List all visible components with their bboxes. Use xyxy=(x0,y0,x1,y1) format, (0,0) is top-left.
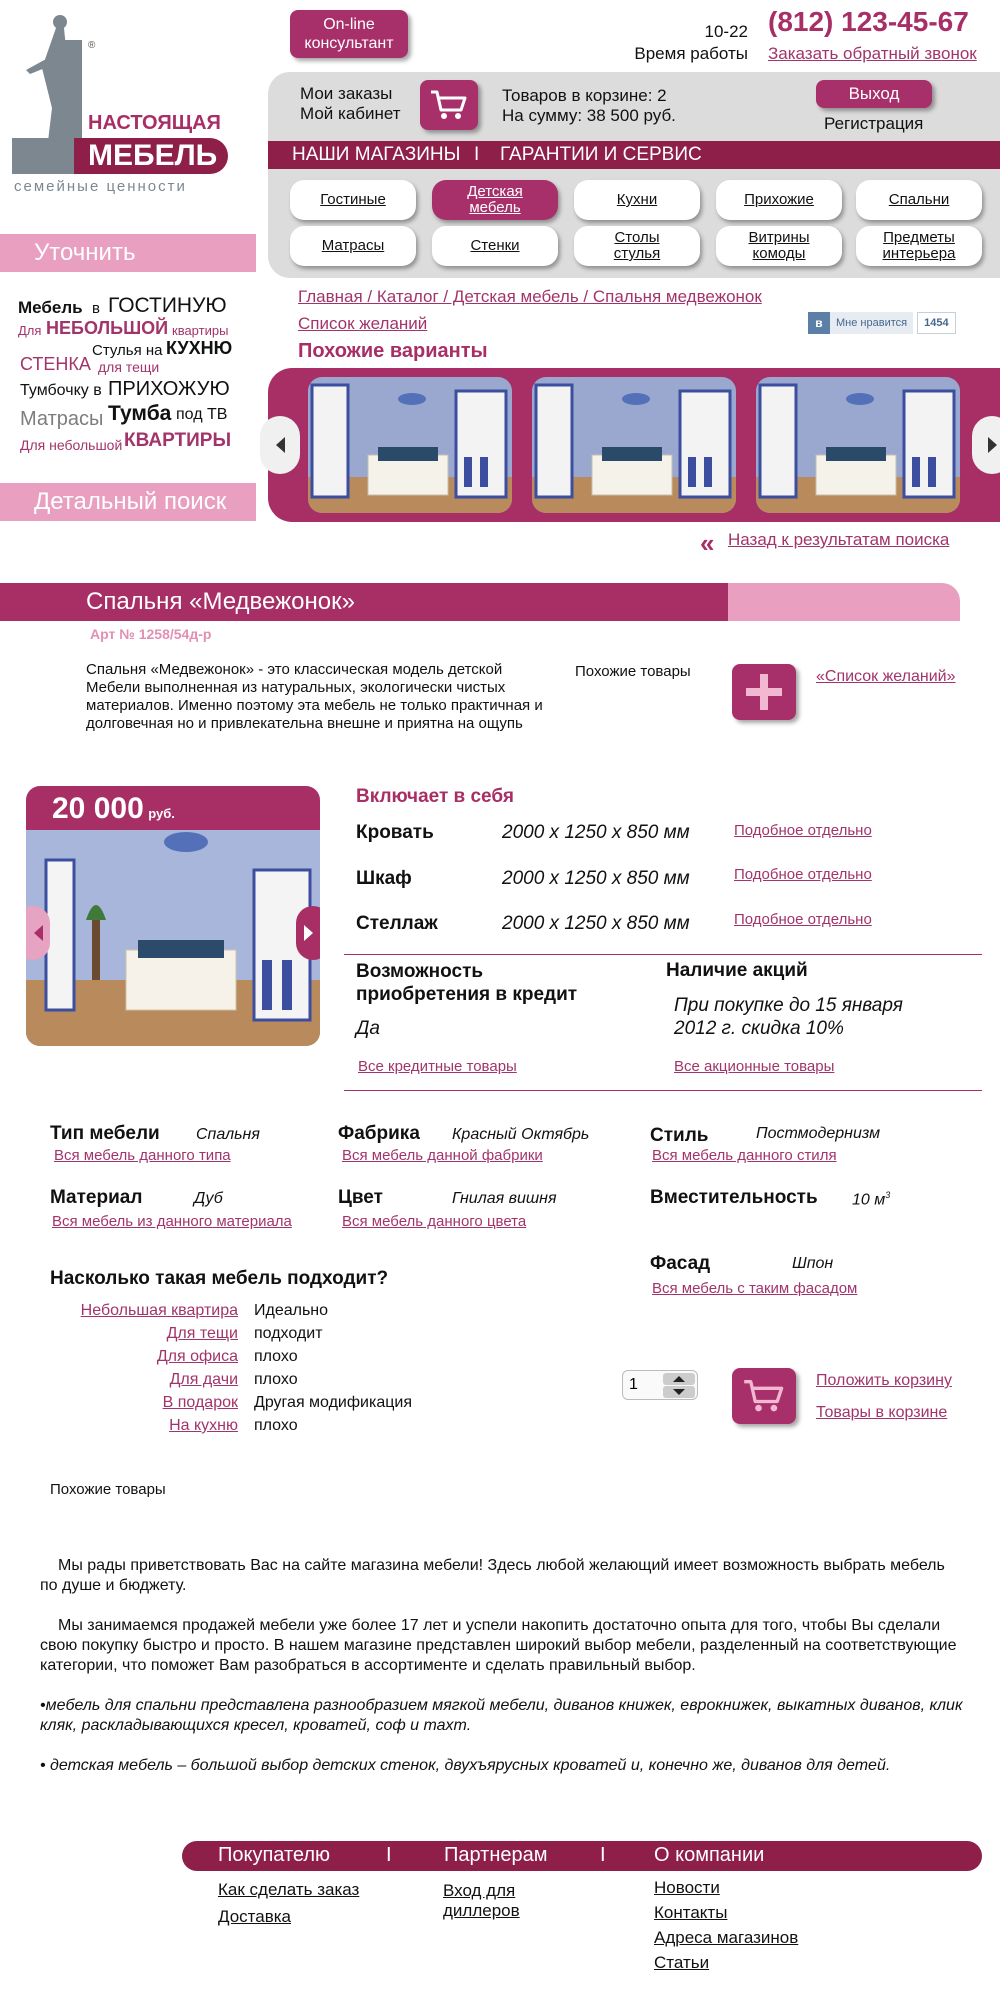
tag-word[interactable]: КВАРТИРЫ xyxy=(124,430,232,451)
my-cabinet-link[interactable]: Мой кабинет xyxy=(300,104,401,123)
seo-bullet: •мебель для спальни представлена разнообразием мягкой мебели, диванов книжек, еврокнижек, выкатных диванов, клик кляк, раскладывающихся кресел, кроватей, соф и тахт. xyxy=(40,1697,963,1734)
carousel-thumb[interactable] xyxy=(532,377,736,513)
footer-separator: I xyxy=(600,1844,606,1866)
wishlist-add-link[interactable]: «Список желаний» xyxy=(816,668,956,685)
footer-how-to-order-link[interactable]: Как сделать заказ xyxy=(218,1880,360,1899)
plus-icon xyxy=(746,674,782,710)
include-item-name: Стеллаж xyxy=(356,913,438,934)
vk-like-count: 1454 xyxy=(917,312,955,334)
color-link[interactable]: Вся мебель данного цвета xyxy=(342,1213,527,1230)
vk-like-label: Мне нравится xyxy=(830,312,913,334)
refine-button[interactable]: Уточнить xyxy=(0,234,256,272)
footer-bar xyxy=(182,1841,982,1871)
divider xyxy=(344,954,982,955)
add-to-cart-link[interactable]: Положить корзину xyxy=(816,1372,952,1389)
color-label: Цвет xyxy=(338,1187,383,1208)
quantity-stepper[interactable] xyxy=(622,1370,698,1400)
cart-items-count: Товаров в корзине: 2 xyxy=(502,86,667,105)
type-value: Спальня xyxy=(196,1126,260,1143)
tag-word[interactable]: под ТВ xyxy=(176,406,228,423)
divider xyxy=(344,1090,982,1091)
nav-wall-units[interactable]: Стенки xyxy=(432,226,558,266)
quantity-input[interactable] xyxy=(629,1375,659,1395)
bedroom-photo-icon xyxy=(26,830,320,1046)
credit-heading: Возможность приобретения в кредит xyxy=(356,961,578,1005)
similar-heading: Похожие варианты xyxy=(298,340,488,362)
similar-goods-link[interactable]: Похожие товары xyxy=(575,663,691,680)
guarantees-link[interactable]: ГАРАНТИИ И СЕРВИС xyxy=(500,144,702,165)
facade-label: Фасад xyxy=(650,1253,711,1274)
tag-word[interactable]: КУХНЮ xyxy=(166,338,233,358)
logo-band-gray xyxy=(12,138,74,174)
footer-col2-title: Партнерам xyxy=(444,1844,548,1866)
tag-word[interactable]: ПРИХОЖУЮ xyxy=(108,378,230,400)
similar-goods-bottom-link[interactable]: Похожие товары xyxy=(50,1481,166,1498)
nav-bedrooms[interactable]: Спальни xyxy=(856,180,982,220)
logo-tagline: семейные ценности xyxy=(14,178,187,195)
include-item-name: Кровать xyxy=(356,822,434,843)
footer-articles-link[interactable]: Статьи xyxy=(654,1953,710,1972)
footer-col3-title: О компании xyxy=(654,1844,765,1866)
promo-text: При покупке до 15 января 2012 г. скидка 10% xyxy=(674,995,903,1039)
svg-text:®: ® xyxy=(88,40,96,51)
factory-link[interactable]: Вся мебель данной фабрики xyxy=(342,1147,543,1164)
suitability-heading: Насколько такая мебель подходит? xyxy=(50,1268,389,1289)
cart-icon xyxy=(742,1377,786,1415)
color-value: Гнилая вишня xyxy=(452,1190,557,1207)
suitability-row: Для тещи подходит xyxy=(166,1325,323,1342)
factory-value: Красный Октябрь xyxy=(452,1126,590,1143)
include-item-link[interactable]: Подобное отдельно xyxy=(734,866,872,883)
carousel-thumb[interactable] xyxy=(308,377,512,513)
our-stores-link[interactable]: НАШИ МАГАЗИНЫ xyxy=(292,144,461,165)
logo-top-text: НАСТОЯЩАЯ xyxy=(88,112,221,134)
chevron-up-icon xyxy=(673,1376,685,1382)
price-value: 20 000 xyxy=(52,792,144,825)
menu-separator: I xyxy=(474,144,480,165)
add-to-cart-button[interactable] xyxy=(732,1368,796,1424)
type-link[interactable]: Вся мебель данного типа xyxy=(54,1147,231,1164)
seo-paragraph: Мы рады приветствовать Вас на сайте магазина мебели! Здесь любой желающий имеет возможность выбрать мебель по душе и бюджету. xyxy=(40,1557,945,1594)
bedroom-photo-icon xyxy=(308,377,512,513)
cart-sum: На сумму: 38 500 руб. xyxy=(502,106,676,125)
nav-living-rooms[interactable]: Гостиные xyxy=(290,180,416,220)
my-orders-link[interactable]: Мои заказы xyxy=(300,84,393,103)
suitability-row: Для офиса плохо xyxy=(156,1348,298,1365)
back-to-results-link[interactable]: Назад к результатам поиска xyxy=(728,530,950,549)
tag-word[interactable]: НЕБОЛЬШОЙ xyxy=(46,318,169,338)
nav-kitchens[interactable]: Кухни xyxy=(574,180,700,220)
seo-bullet: • детская мебель – большой выбор детских стенок, двухъярусных кроватей и, конечно же, диванов для детей. xyxy=(40,1757,891,1774)
material-label: Материал xyxy=(50,1187,143,1208)
footer-separator: I xyxy=(386,1844,392,1866)
capacity-label: Вместительность xyxy=(650,1187,818,1208)
phone-number[interactable]: (812) 123-45-67 xyxy=(768,6,969,37)
promo-goods-link[interactable]: Все акционные товары xyxy=(674,1058,835,1075)
tag-word[interactable]: ГОСТИНУЮ xyxy=(108,294,227,317)
callback-link[interactable]: Заказать обратный звонок xyxy=(768,44,977,63)
tag-word[interactable]: Для xyxy=(18,323,42,338)
quantity-up-button[interactable] xyxy=(663,1373,695,1385)
carousel-thumb[interactable] xyxy=(756,377,960,513)
bedroom-photo-icon xyxy=(532,377,736,513)
facade-value: Шпон xyxy=(792,1255,834,1272)
include-item-link[interactable]: Подобное отдельно xyxy=(734,822,872,839)
style-link[interactable]: Вся мебель данного стиля xyxy=(652,1147,837,1164)
footer-store-addresses-link[interactable]: Адреса магазинов xyxy=(654,1928,799,1947)
nav-tables-chairs[interactable]: Столы стулья xyxy=(574,226,700,266)
suitability-row: Небольшая квартира Идеально xyxy=(80,1302,329,1319)
similar-carousel xyxy=(268,368,1000,522)
credit-value: Да xyxy=(356,1018,380,1039)
cart-button[interactable] xyxy=(420,80,478,130)
tag-cloud xyxy=(0,292,256,462)
seo-paragraph: Мы занимаемся продажей мебели уже более 17 лет и успели накопить достаточно опыта для того, чтобы Вы сделали свою покупку быстро и просто. В нашем магазине представлен широкий выбор мебели, разделенный на соответствующие категории, что поможет Вам разобраться в ассортименте и сделать правильный выбор. xyxy=(40,1617,957,1674)
footer-col1-title: Покупателю xyxy=(218,1844,331,1866)
back-arrows-icon: « xyxy=(700,528,715,558)
material-value: Дуб xyxy=(194,1190,223,1207)
include-item-size: 2000 x 1250 x 850 мм xyxy=(502,868,690,889)
suitability-row: В подарок Другая модификация xyxy=(162,1394,412,1411)
chevron-down-icon xyxy=(673,1389,685,1395)
tag-word[interactable]: в xyxy=(92,300,100,317)
logo[interactable] xyxy=(12,8,221,198)
capacity-value: 10 $м^3$ xyxy=(852,1190,891,1209)
footer-delivery-link[interactable]: Доставка xyxy=(218,1907,292,1926)
tag-word[interactable]: Тумбочку в xyxy=(20,382,102,399)
vk-icon: в xyxy=(808,312,830,334)
material-link[interactable]: Вся мебель из данного материала xyxy=(52,1213,292,1230)
tag-word[interactable]: СТЕНКА xyxy=(20,354,91,374)
cart-goods-link[interactable]: Товары в корзине xyxy=(816,1404,948,1421)
photo-next-button[interactable] xyxy=(296,906,320,960)
detailed-search-button[interactable]: Детальный поиск xyxy=(0,483,256,521)
price-unit: руб. xyxy=(148,806,175,821)
vk-like-widget[interactable] xyxy=(808,312,956,334)
product-article: Арт № 1258/54д-р xyxy=(90,626,212,642)
suitability-table xyxy=(50,1302,450,1440)
cart-icon xyxy=(429,88,469,122)
top-menu-bar xyxy=(268,141,1000,169)
chevron-right-icon xyxy=(988,437,997,453)
chevron-left-icon xyxy=(34,925,43,941)
nav-kids-furniture[interactable]: Детская мебель xyxy=(432,180,558,220)
facade-link[interactable]: Вся мебель с таким фасадом xyxy=(652,1280,858,1297)
tag-word[interactable]: Стулья на xyxy=(92,342,163,359)
chevron-right-icon xyxy=(304,925,313,941)
logout-button[interactable]: Выход xyxy=(816,80,932,108)
style-label: Стиль xyxy=(650,1125,709,1146)
nav-interior-items[interactable]: Предметы интерьера xyxy=(856,226,982,266)
price-card xyxy=(26,786,320,1046)
footer-dealer-login-link[interactable]: Вход для диллеров xyxy=(443,1881,520,1920)
work-hours-label: Время работы xyxy=(634,44,748,63)
suitability-row: На кухню плохо xyxy=(169,1417,298,1434)
nav-showcases-dressers[interactable]: Витрины комоды xyxy=(716,226,842,266)
tag-word[interactable]: для тещи xyxy=(98,359,160,375)
style-value: Постмодернизм xyxy=(756,1125,881,1142)
tag-word[interactable]: Тумба xyxy=(108,402,172,425)
tag-word[interactable]: Для небольшой xyxy=(20,437,123,453)
product-title: Спальня «Медвежонок» xyxy=(0,583,728,621)
type-label: Тип мебели xyxy=(50,1123,160,1144)
footer-contacts-link[interactable]: Контакты xyxy=(654,1903,728,1922)
include-item-name: Шкаф xyxy=(356,868,412,889)
factory-label: Фабрика xyxy=(338,1123,420,1144)
product-photo[interactable] xyxy=(26,830,320,1046)
quantity-down-button[interactable] xyxy=(663,1386,695,1398)
include-item-size: 2000 x 1250 x 850 мм xyxy=(502,913,690,934)
tag-word[interactable]: Матрасы xyxy=(20,408,104,430)
register-link[interactable]: Регистрация xyxy=(824,114,924,133)
tag-word[interactable]: квартиры xyxy=(172,323,229,338)
footer-news-link[interactable]: Новости xyxy=(654,1878,720,1897)
carousel-prev-button[interactable] xyxy=(260,416,300,474)
online-consultant-button[interactable]: On-line консультант xyxy=(290,10,408,58)
wishlist-link[interactable]: Список желаний xyxy=(298,314,428,333)
bedroom-photo-icon xyxy=(756,377,960,513)
includes-heading: Включает в себя xyxy=(356,786,514,807)
add-to-wishlist-button[interactable] xyxy=(732,664,796,720)
price xyxy=(52,792,175,826)
breadcrumb[interactable]: Главная / Каталог / Детская мебель / Спальня медвежонок xyxy=(298,287,762,306)
promo-heading: Наличие акций xyxy=(666,960,808,981)
credit-goods-link[interactable]: Все кредитные товары xyxy=(358,1058,517,1075)
nav-mattresses[interactable]: Матрасы xyxy=(290,226,416,266)
tag-word[interactable]: Мебель xyxy=(18,298,83,317)
include-item-link[interactable]: Подобное отдельно xyxy=(734,911,872,928)
carousel-next-button[interactable] xyxy=(972,416,1000,474)
work-hours-value: 10-22 xyxy=(704,22,748,41)
chevron-left-icon xyxy=(276,437,285,453)
include-item-size: 2000 x 1250 x 850 мм xyxy=(502,822,690,843)
product-description: Спальня «Медвежонок» - это классическая модель детской Мебели выполненная из натуральных, экологически чистых материалов. Именно поэтому эта мебель не только практичная и долговечная но и привлекательна внешне и приятна на ощупь xyxy=(86,661,543,732)
product-title-accent xyxy=(728,583,960,621)
nav-hallways[interactable]: Прихожие xyxy=(716,180,842,220)
logo-bottom-text: МЕБЕЛЬ xyxy=(88,139,218,172)
suitability-row: Для дачи плохо xyxy=(169,1371,298,1388)
photo-prev-button[interactable] xyxy=(26,906,50,960)
